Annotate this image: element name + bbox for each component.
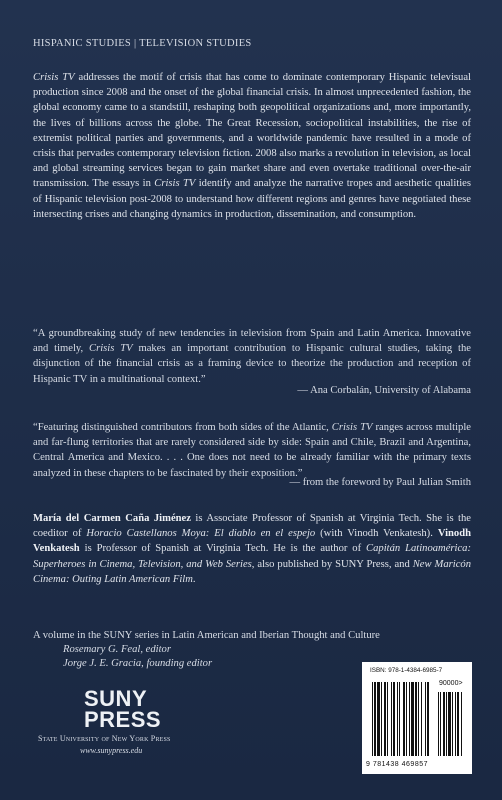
- category-label: HISPANIC STUDIES | TELEVISION STUDIES: [33, 38, 252, 49]
- series-editor: Rosemary G. Feal, editor: [63, 644, 171, 655]
- endorsement-attribution: — from the foreword by Paul Julian Smith: [289, 477, 471, 488]
- book-description: Crisis TV addresses the motif of crisis that has come to dominate contemporary Hispanic televisual production since 2008 and the onset of the global financial crisis. In almost unprecedented fashion, the global economy came to a standstill, reshaping both geopolitical organizations and, more importantly, the lives of billions across the globe. The Great Recession, sociopolitical instabilities, the rise of extremist political parties and governments, and a worldwide pandemic have resulted in a mode of crisis that pervades contemporary television fiction. 2008 also marks a revolution in television, as local and global streaming services began to gain market share and even overtake traditional over-the-air transmission. The essays in Crisis TV identify and analyze the narrative tropes and aesthetic qualities of Hispanic television post-2008 to understand how different regions and genres have negotiated these intersecting crises and changing dynamics in production, dissemination, and consumption.: [33, 72, 471, 220]
- book-title: Crisis TV: [33, 72, 75, 83]
- endorsement-attribution: — Ana Corbalán, University of Alabama: [297, 385, 471, 396]
- barcode-bars-icon: [368, 678, 466, 760]
- series-line: A volume in the SUNY series in Latin American and Iberian Thought and Culture: [33, 630, 380, 641]
- price-code: 90000>: [439, 680, 463, 687]
- endorsement-quote: “A groundbreaking study of new tendencies in television from Spain and Latin America. Innovative and timely, Crisis TV makes an important contribution to Hispanic cultural studies, taking the disjunction of the financial crisis as a framing device to theorize the production and reception of Hispanic TV in a multinational context.”: [33, 328, 471, 385]
- book-title: Crisis TV: [154, 178, 196, 190]
- isbn-label: ISBN: 978-1-4384-6985-7: [370, 667, 443, 674]
- isbn-barcode: [362, 662, 472, 774]
- suny-press-logo: SUNY PRESS: [84, 686, 162, 732]
- barcode-number: 9 781438 469857: [366, 761, 428, 768]
- endorsement-quote: “Featuring distinguished contributors from both sides of the Atlantic, Crisis TV ranges across multiple and far-flung territories that are rarely considered side by side: Spain and Chile, Brazil and Argentina, Central America and Mexico. . . . One does not need to be already familiar with the primary texts analyzed in these chapters to be fascinated by their exposition.”: [33, 422, 471, 479]
- author-bio: María del Carmen Caña Jiménez is Associate Professor of Spanish at Virginia Tech. She is the coeditor of Horacio Castellanos Moya: El diablo en el espejo (with Vinodh Venkatesh). Vinodh Venkatesh is Professor of Spanish at Virginia Tech. He is the author of Capitán Latinoamérica: Superheroes in Cinema, Television, and Web Series, also published by SUNY Press, and New Maricón Cinema: Outing Latin American Film.: [33, 513, 471, 585]
- series-founding-editor: Jorge J. E. Gracia, founding editor: [63, 658, 213, 669]
- publisher-website: www.sunypress.edu: [80, 746, 143, 755]
- publisher-name: State University of New York Press: [38, 734, 171, 743]
